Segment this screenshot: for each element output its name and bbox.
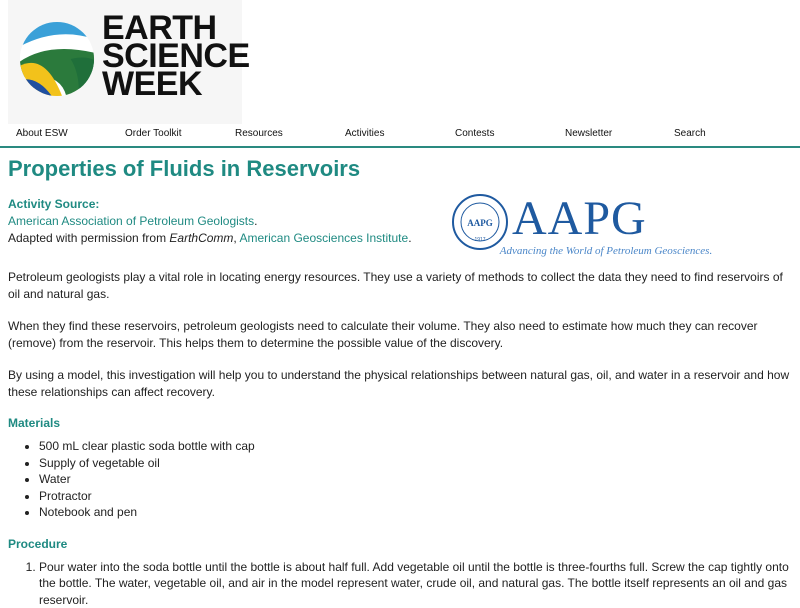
site-logo[interactable] — [8, 0, 242, 124]
logo-wordmark — [102, 14, 250, 98]
earthcomm-title: EarthComm — [169, 231, 233, 245]
earth-science-week-logo-icon — [18, 20, 96, 98]
header-divider — [0, 146, 800, 148]
comma: , — [233, 231, 239, 245]
main-content — [8, 150, 798, 608]
procedure-list — [8, 559, 798, 608]
materials-heading: Materials — [8, 416, 798, 430]
adapted-prefix: Adapted with permission from — [8, 231, 169, 245]
list-item: • Water — [39, 471, 798, 488]
aapg-seal-year: 1917 — [474, 237, 485, 243]
materials-list — [8, 438, 798, 521]
list-item: • 500 mL clear plastic soda bottle with cap — [39, 438, 798, 455]
main-nav — [0, 126, 800, 146]
aapg-wordmark: AAPG — [512, 192, 647, 245]
list-item: • Supply of vegetable oil — [39, 455, 798, 472]
nav-resources[interactable]: Resources — [235, 128, 283, 139]
activity-source-label: Activity Source: — [8, 196, 798, 213]
agi-link[interactable]: American Geosciences Institute — [239, 231, 408, 245]
nav-about-esw[interactable]: About ESW — [16, 128, 68, 139]
aapg-tagline: Advancing the World of Petroleum Geosciences. — [499, 245, 712, 257]
aapg-link[interactable]: American Association of Petroleum Geologists — [8, 214, 254, 228]
intro-paragraph-3: By using a model, this investigation will help you to understand the physical relationships between natural gas, oil, and water in a reservoir and how these relationships can affect recovery. — [8, 367, 798, 400]
nav-activities[interactable]: Activities — [345, 128, 384, 139]
aapg-seal-center: AAPG — [467, 218, 493, 228]
org-suffix: . — [254, 214, 257, 228]
agi-suffix: . — [408, 231, 411, 245]
list-item: • Protractor — [39, 488, 798, 505]
logo-line-3: WEEK — [102, 70, 250, 98]
logo-line-2: SCIENCE — [102, 42, 250, 70]
page-title: Properties of Fluids in Reservoirs — [8, 156, 798, 182]
nav-newsletter[interactable]: Newsletter — [565, 128, 612, 139]
list-item: • Notebook and pen — [39, 504, 798, 521]
intro-paragraph-1: Petroleum geologists play a vital role in locating energy resources. They use a variety of methods to collect the data they need to find reservoirs of oil and natural gas. — [8, 269, 798, 302]
nav-order-toolkit[interactable]: Order Toolkit — [125, 128, 182, 139]
procedure-step: 1. Pour water into the soda bottle until the bottle is about half full. Add vegetable oil until the bottle is three-fourths full. Screw the cap tightly onto the bottle. The water, vegetable oil, and air in the model represent water, crude oil, and natural gas. The bottle itself represents an oil and gas reservoir. — [39, 559, 798, 608]
procedure-heading: Procedure — [8, 537, 798, 551]
site-header — [0, 0, 800, 125]
nav-contests[interactable]: Contests — [455, 128, 494, 139]
logo-line-1: EARTH — [102, 14, 250, 42]
intro-paragraph-2: When they find these reservoirs, petroleum geologists need to calculate their volume. They also need to estimate how much they can recover (remove) from the reservoir. This helps them to determine the possible value of the discovery. — [8, 318, 798, 351]
aapg-logo — [450, 188, 800, 260]
nav-search[interactable]: Search — [674, 128, 706, 139]
